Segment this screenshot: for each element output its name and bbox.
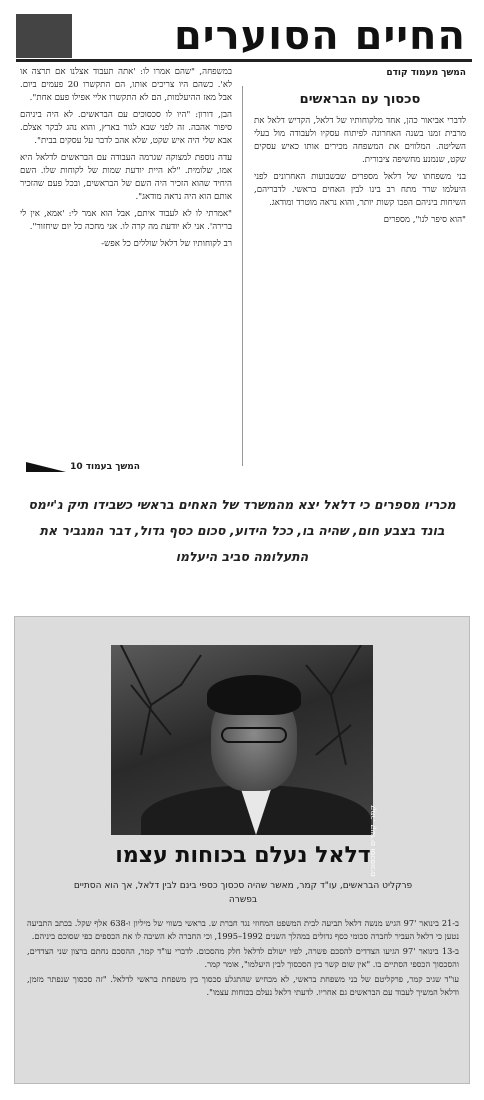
page-header — [16, 10, 472, 62]
paragraph: ב-13 בינואר '97 הגיעו הצדדים להסכם פשרה, לפיו ישולם לדלאל חלק מהסכום. לדברי עו"ד קמר, ההסכם נחתם ברצון שני הצדדים, והסכסוך הכספי הסתיים בו. "אין שום קשר בין הסכסוך לבין היעלמו", אומר קמר. — [27, 946, 459, 969]
paragraph: "הוא סיפר לנו", מספרים — [383, 215, 466, 225]
article-subheading: סכסוך עם הבראשים — [299, 92, 421, 107]
article-body-right — [254, 115, 466, 227]
paragraph: ב-21 בינואר '97 הגיש מנשה דלאל תביעה לבית המשפט המחוזי נגד חברת ש. בראשי בשווי של מיליון ו-638 אלף שקל. בכתב התביעה נטען כי דלאל העביר לחברה סכומי כסף גדולים במהלך השנים 1992–1995, וכי החברה לא השיבה לו את הכספים כפי שסוכם ביניהם. — [27, 918, 459, 941]
arrow-icon — [26, 462, 66, 472]
paragraph: במשפחה, "שהם אמרו לו: 'אתה תעבוד אצלנו אם תרצה או לא'. כשהם היו צריכים אותו, הם התקשרו 20 פעמים ביום. אבל מאז ההיעלמות, הם לא התקשרו אליי אפילו פעם אחת". — [20, 67, 232, 103]
portrait-hair — [207, 675, 301, 715]
page-title: החיים הסוערים — [173, 13, 466, 59]
feature-title: דלאל נעלם בכוחות עצמו — [115, 843, 371, 868]
portrait-photo — [111, 645, 373, 835]
paragraph: עדה נוספת למצוקה שגרמה העבודה עם הבראשים לדלאל היא אמו, שלומית. "לא היית יודעת שמות של לקוחות שלו. השם היחיד שהוא הזכיר היה השם של הבראשים, ובכל פעם שהזכיר אותם הוא היה נראה מודאג". — [20, 153, 232, 202]
pull-quote: מכריו מספרים כי דלאל יצא מהמשרד של האחים בראשי כשבידו תיק ג'יימס בונד בצבע חום, שהיה בו, ככל הידוע, סכום כסף גדול, דבר המגביר את התעלומה סביב היעלמו — [28, 497, 456, 564]
paragraph: "אמרתי לו לא לעבוד איתם, אבל הוא אמר לי: 'אמא, אין לי ברירה'. אני לא יודעת מה קרה לו. אני מחכה כל יום שיחזור". — [20, 209, 232, 232]
paragraph: רב לקוחותיו של דלאל שוללים כל אפש- — [101, 239, 232, 249]
article-body-left — [20, 66, 232, 251]
photo-caption: קמר. קשרים וסכסוכים — [368, 805, 377, 877]
paragraph: עו"ד שגיב קמר, פרקליטם של בני משפחת בראשי, לא מכחיש שהתגלע סכסוך בין משפחת בראשי לדלאל. "זה סכסוך שנפתר מזמן, ודלאל המשיך לעבוד עם הבראשים גם אחריו. לדעתי דלאל נעלם בכוחות עצמו". — [27, 974, 459, 997]
article-section — [20, 66, 466, 476]
header-decorative-block — [16, 14, 72, 58]
continued-from-previous-label: המשך מעמוד קודם — [386, 68, 466, 78]
article-column-left — [20, 66, 232, 476]
continued-on-page-label — [20, 460, 140, 474]
glasses-icon — [221, 727, 287, 743]
continued-label-text: המשך בעמוד 10 — [70, 462, 140, 472]
paragraph: לדברי אביאור כהן, אחד מלקוחותיו של דלאל, הקדיש דלאל את מרבית זמנו בשנה האחרונה לפיתוח עסקיו ולעבודה מול בעלי השליטה. המלווים את המשפחה מכירים אותו כאיש עסקים שקט, שנמנע מחשיפה ציבורית. — [254, 116, 466, 165]
feature-body — [27, 917, 459, 1077]
feature-box — [14, 616, 470, 1084]
paragraph: בני משפחתו של דלאל מספרים שבשבועות האחרונים לפני היעלמו שרר מתח רב בינו לבין האחים בראשי. לדבריהם, השיחות ביניהם הפכו קשות יותר, והוא נראה מוטרד ומודאג. — [254, 172, 466, 208]
feature-lede: פרקליט הבראשים, עו"ד קמר, מאשר שהיה סכסוך כספי בינם לבין דלאל, אך הוא הסתיים בפשרה — [73, 881, 413, 905]
column-divider — [242, 86, 243, 466]
paragraph: הבן, דורון: "היו לו סכסוכים עם הבראשים. לא היה ביניהם סיפור אהבה. זה לפני שבא לגור בארץ, והוא נהג לבקר אצלם. אבא שלי היה איש שקט, שלא אהב לדבר על עסקים בבית". — [20, 110, 232, 146]
article-column-right — [254, 66, 466, 476]
